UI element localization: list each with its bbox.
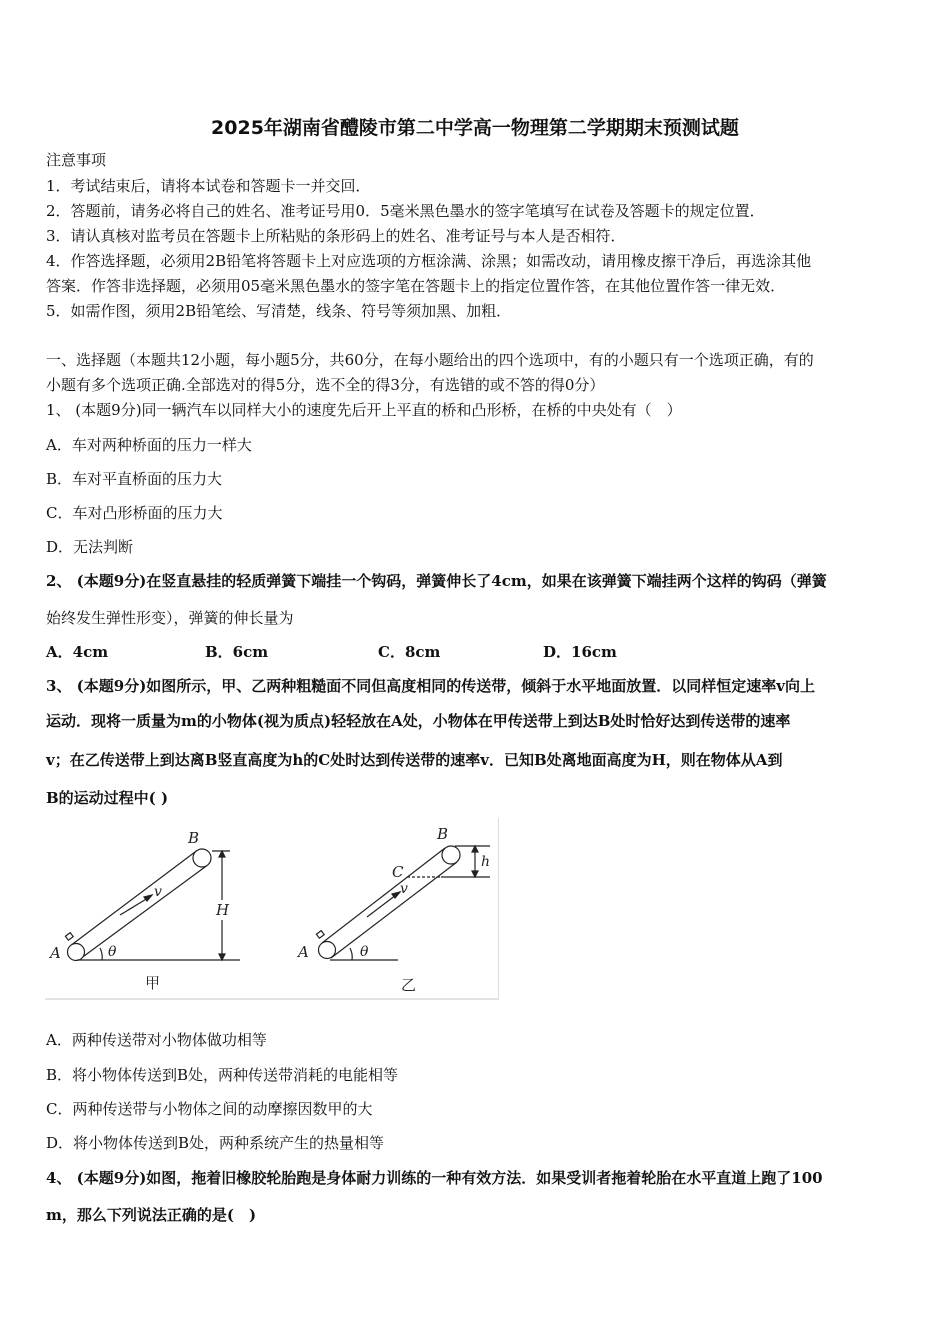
- notice-heading: 注意事项: [46, 151, 107, 169]
- question-3-stem: v；在乙传送带上到达离B竖直高度为h的C处时达到传送带的速率v．已知B处离地面高度为H，则在物体从A到: [46, 751, 783, 769]
- notice-item: 答案．作答非选择题，必须用05毫米黑色墨水的签字笔在答题卡上的指定位置作答，在其他位置作答一律无效．: [46, 277, 786, 295]
- question-3-stem: 运动．现将一质量为m的小物体(视为质点)轻轻放在A处，小物体在甲传送带上到达B处时恰好达到传送带的速率: [46, 712, 791, 730]
- label-h-big: H: [216, 901, 230, 919]
- q3-option-c: C．两种传送带与小物体之间的动摩擦因数甲的大: [46, 1100, 373, 1118]
- label-v: v: [400, 881, 408, 897]
- q1-option-a: A．车对两种桥面的压力一样大: [46, 436, 252, 454]
- page-title: 2025年湖南省醴陵市第二中学高一物理第二学期期末预测试题: [211, 117, 739, 139]
- question-3-stem: B的运动过程中( ): [46, 789, 169, 807]
- label-b: B: [188, 829, 200, 847]
- q1-option-c: C．车对凸形桥面的压力大: [46, 504, 223, 522]
- q3-option-d: D．将小物体传送到B处，两种系统产生的热量相等: [46, 1134, 385, 1152]
- label-v: v: [154, 884, 162, 900]
- question-2-stem: 始终发生弹性形变），弹簧的伸长量为: [46, 609, 294, 627]
- question-4-stem: 4、 (本题9分)如图，拖着旧橡胶轮胎跑是身体耐力训练的一种有效方法．如果受训者拖着轮胎在水平直道上跑了100: [46, 1169, 823, 1187]
- label-a: A: [298, 943, 309, 961]
- conveyor-belt-figure: [45, 818, 499, 1000]
- caption-jia: 甲: [145, 974, 161, 992]
- label-theta: θ: [108, 944, 117, 960]
- label-h-small: h: [481, 854, 491, 870]
- question-3-stem: 3、 (本题9分)如图所示，甲、乙两种粗糙面不同但高度相同的传送带，倾斜于水平地面放置．以同样恒定速率v向上: [46, 677, 816, 695]
- notice-item: 1．考试结束后，请将本试卷和答题卡一并交回．: [46, 177, 371, 195]
- label-a: A: [50, 944, 61, 962]
- q3-option-a: A．两种传送带对小物体做功相等: [46, 1031, 267, 1049]
- section-header: 一、选择题（本题共12小题，每小题5分，共60分，在每小题给出的四个选项中，有的小题只有一个选项正确，有的: [46, 351, 814, 369]
- q2-option-a: A．4cm: [46, 643, 109, 661]
- q2-option-b: B．6cm: [205, 643, 269, 661]
- section-header: 小题有多个选项正确.全部选对的得5分，选不全的得3分，有选错的或不答的得0分）: [46, 376, 605, 394]
- label-b: B: [437, 825, 449, 843]
- q3-option-b: B．将小物体传送到B处，两种传送带消耗的电能相等: [46, 1066, 399, 1084]
- question-1-stem: 1、 (本题9分)同一辆汽车以同样大小的速度先后开上平直的桥和凸形桥，在桥的中央处有（ ）: [46, 401, 682, 419]
- q2-option-d: D．16cm: [543, 643, 617, 661]
- question-4-stem: m，那么下列说法正确的是( ): [46, 1206, 257, 1224]
- caption-yi: 乙: [401, 976, 417, 994]
- question-2-stem: 2、 (本题9分)在竖直悬挂的轻质弹簧下端挂一个钩码，弹簧伸长了4cm，如果在该弹簧下端挂两个这样的钩码（弹簧: [46, 572, 827, 590]
- notice-item: 4．作答选择题，必须用2B铅笔将答题卡上对应选项的方框涂满、涂黑；如需改动，请用橡皮擦干净后，再选涂其他: [46, 252, 812, 270]
- notice-item: 2．答题前，请务必将自己的姓名、准考证号用0．5毫米黑色墨水的签字笔填写在试卷及答题卡的规定位置．: [46, 202, 765, 220]
- q2-option-c: C．8cm: [378, 643, 441, 661]
- label-theta: θ: [360, 944, 369, 960]
- belt-left: [65, 849, 240, 961]
- q1-option-d: D．无法判断: [46, 538, 134, 556]
- notice-item: 3．请认真核对监考员在答题卡上所粘贴的条形码上的姓名、准考证号与本人是否相符．: [46, 227, 626, 245]
- notice-item: 5．如需作图，须用2B铅笔绘、写清楚，线条、符号等须加黑、加粗．: [46, 302, 512, 320]
- label-c: C: [392, 863, 404, 881]
- q1-option-b: B．车对平直桥面的压力大: [46, 470, 223, 488]
